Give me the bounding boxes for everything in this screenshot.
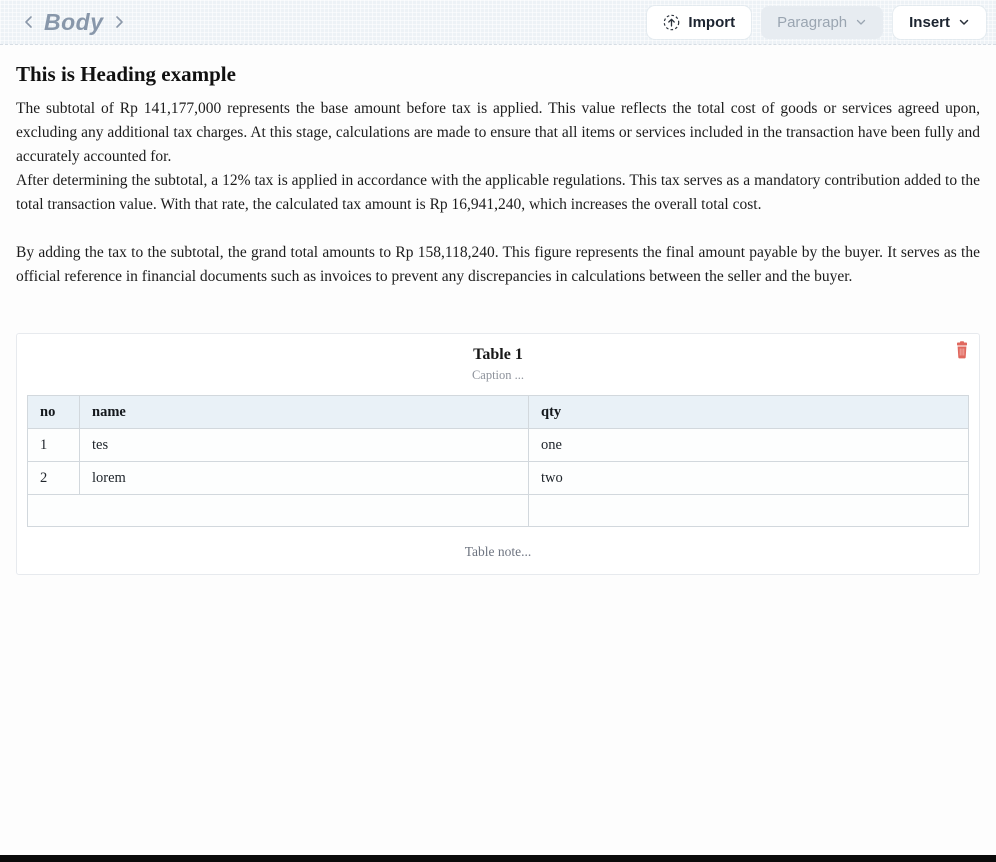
table-row-empty	[28, 495, 969, 527]
chevron-down-icon	[958, 16, 970, 28]
paragraph-dropdown[interactable]	[761, 6, 883, 39]
toolbar-actions	[647, 6, 986, 39]
cell-name[interactable]: lorem	[80, 462, 529, 495]
insert-dropdown[interactable]	[893, 6, 986, 39]
cell-qty[interactable]: one	[529, 429, 969, 462]
table-header-row	[28, 396, 969, 429]
table-row	[28, 429, 969, 462]
table-note[interactable]: Table note...	[464, 544, 532, 559]
chevron-right-icon[interactable]	[112, 14, 126, 30]
cell-qty[interactable]: two	[529, 462, 969, 495]
cell-no[interactable]: 2	[28, 462, 80, 495]
bottom-black-strip	[0, 855, 996, 862]
breadcrumb	[22, 9, 126, 36]
table-title[interactable]: Table 1	[473, 346, 523, 363]
column-header-no[interactable]: no	[28, 396, 80, 429]
table-block	[16, 333, 980, 575]
column-header-name[interactable]: name	[80, 396, 529, 429]
paragraph-dropdown-label: Paragraph	[777, 13, 848, 31]
table-caption[interactable]: Caption ...	[471, 368, 525, 382]
import-button[interactable]	[647, 6, 751, 39]
delete-table-trash-icon[interactable]	[954, 341, 970, 359]
cell-empty[interactable]	[529, 495, 969, 527]
paragraph-grand-total[interactable]: By adding the tax to the subtotal, the grand total amounts to Rp 158,118,240. This figure represents the final amount payable by the buyer. It serves as the official reference in financial documents such as invoices to prevent any discrepancies in calculations between the seller and the buyer.	[16, 244, 980, 285]
breadcrumb-body-label[interactable]: Body	[44, 8, 104, 35]
cell-name[interactable]: tes	[80, 429, 529, 462]
insert-dropdown-label: Insert	[909, 13, 950, 31]
top-toolbar	[0, 0, 996, 45]
chevron-down-icon	[855, 16, 867, 28]
chevron-left-icon[interactable]	[22, 14, 36, 30]
import-button-label: Import	[688, 13, 736, 31]
paragraph-subtotal[interactable]: The subtotal of Rp 141,177,000 represents the base amount before tax is applied. This value reflects the total cost of goods or services agreed upon, excluding any additional tax charges. At this stage, calculations are made to ensure that all items or services included in the transaction have been fully and accurately accounted for.	[16, 100, 980, 165]
cell-no[interactable]: 1	[28, 429, 80, 462]
paragraph-tax[interactable]: After determining the subtotal, a 12% tax is applied in accordance with the applicable regulations. This tax serves as a mandatory contribution added to the total transaction value. With that rate, the calculated tax amount is Rp 16,941,240, which increases the overall total cost.	[16, 172, 980, 213]
document-editor-surface[interactable]	[0, 45, 996, 575]
import-upload-icon	[663, 14, 680, 31]
document-heading[interactable]: This is Heading example	[16, 62, 236, 86]
cell-empty[interactable]	[28, 495, 529, 527]
table-row	[28, 462, 969, 495]
data-table	[27, 395, 969, 527]
column-header-qty[interactable]: qty	[529, 396, 969, 429]
